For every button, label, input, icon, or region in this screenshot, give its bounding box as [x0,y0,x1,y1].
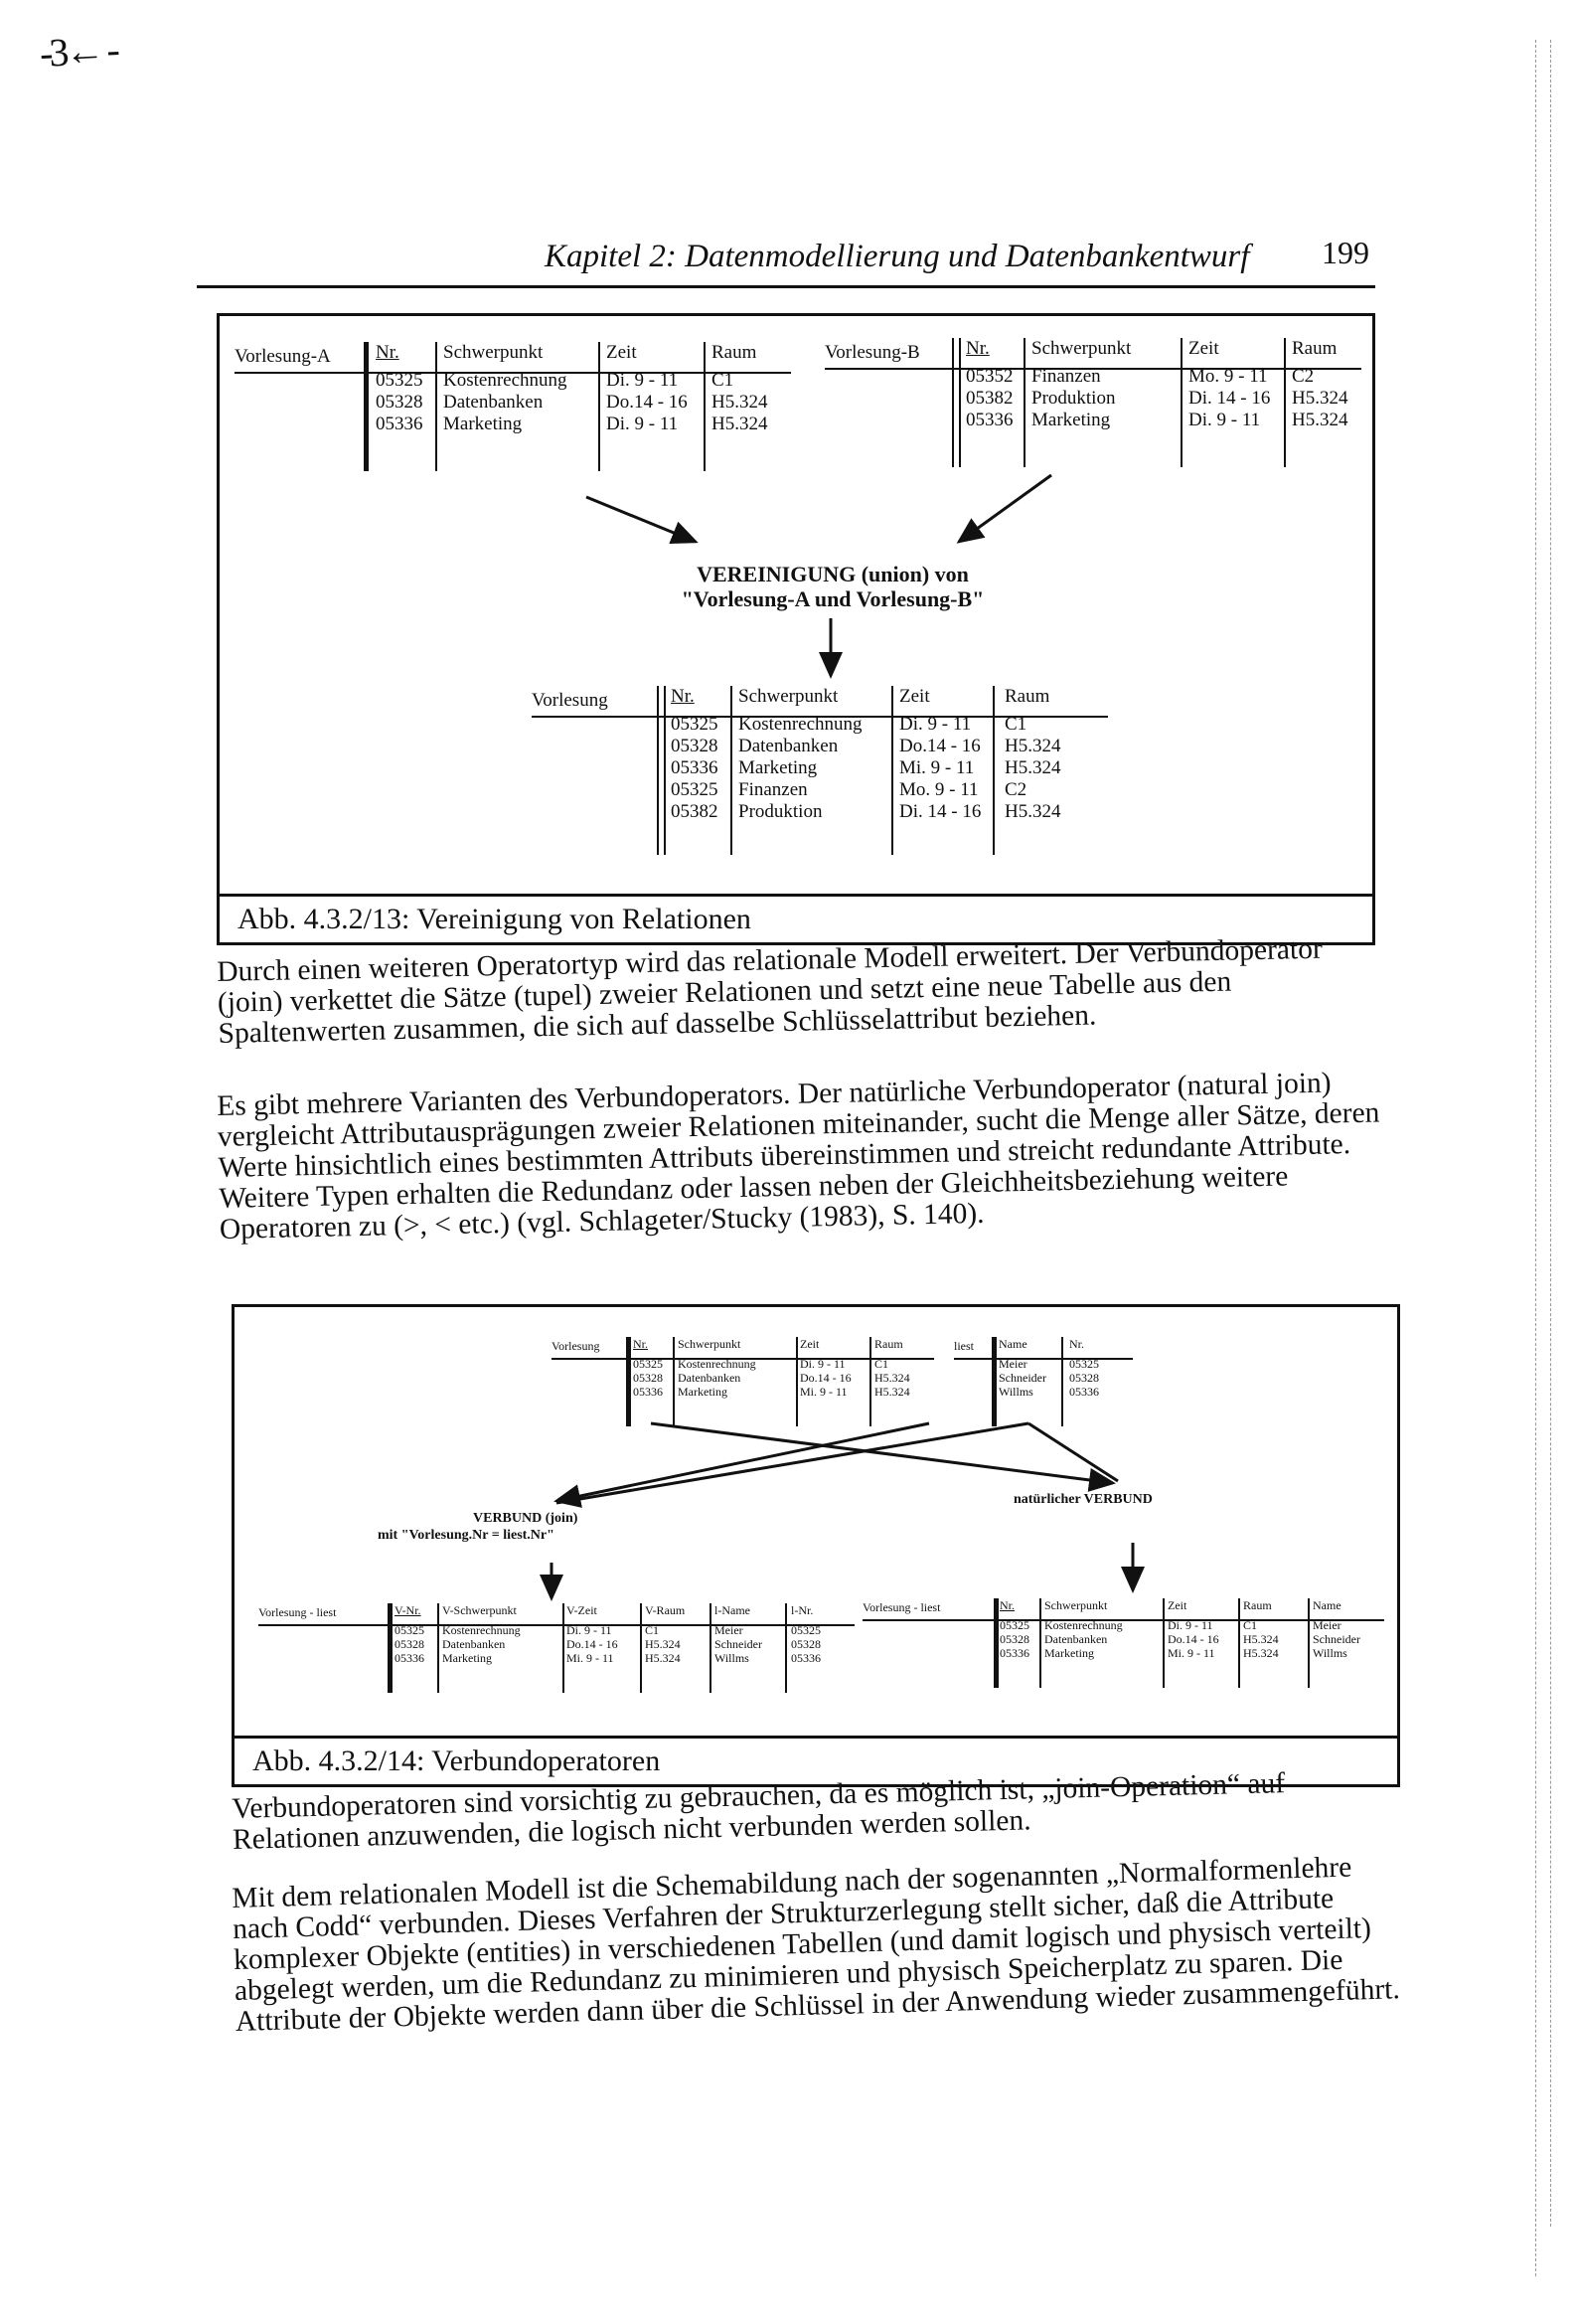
table-cell: 05352 [966,366,1014,387]
table-cell: 05325 [1000,1618,1029,1632]
table-cell: Produktion [738,801,823,822]
column-header: Nr. [966,338,990,359]
column-header: Schwerpunkt [678,1337,741,1351]
table-cell: Schneider [999,1371,1046,1385]
table-cell: Finanzen [738,779,808,800]
table-cell: Di. 9 - 11 [1188,410,1261,430]
table-cell: Mi. 9 - 11 [899,757,975,778]
column-header: Name [999,1337,1027,1351]
table-cell: Marketing [678,1385,727,1399]
table-cell: 05325 [791,1623,821,1637]
margin-scribble: -3← - [38,27,117,76]
paragraph-join-intro: Durch einen weiteren Operatortyp wird das relationale Modell erweitert. Der Verbundoperator (join) verkettet die Sätze (tupel) zweier Relationen und setzt eine neue Tabelle aus den Spaltenwerten zusammen, die sich auf dasselbe Schlüsselattribut beziehen. [216,932,1324,1050]
union-line-2: "Vorlesung-A und Vorlesung-B" [681,586,985,611]
table-cell: Datenbanken [1044,1632,1108,1646]
table-cell: 05382 [966,388,1014,409]
table-cell: 05325 [633,1357,663,1371]
table-cell: H5.324 [1243,1646,1279,1660]
table-cell: Datenbanken [443,392,544,413]
table-cell: 05328 [791,1637,821,1651]
table-cell: 05328 [633,1371,663,1385]
table-cell: Finanzen [1031,366,1101,387]
table-cell: 05336 [671,757,718,778]
table-name: Vorlesung [532,690,608,711]
table-cell: H5.324 [874,1385,910,1399]
table-cell: C1 [1005,714,1027,735]
table-cell: Marketing [1044,1646,1094,1660]
table-cell: C1 [645,1623,660,1637]
column-header: Zeit [899,686,930,707]
running-header-title: Kapitel 2: Datenmodellierung und Datenbankentwurf [545,239,1250,274]
column-header: Raum [1243,1598,1272,1612]
table-cell: Marketing [443,414,523,434]
column-header: Zeit [606,342,637,363]
table-cell: 05336 [1069,1385,1099,1399]
table-cell: Kostenrechnung [442,1623,521,1637]
table-cell: 05336 [966,410,1014,430]
table-cell: H5.324 [711,392,768,413]
table-cell: Mi. 9 - 11 [800,1385,848,1399]
column-header: Nr. [633,1337,648,1351]
table-cell: H5.324 [1243,1632,1279,1646]
paragraph-join-caution: Verbundoperatoren sind vorsichtig zu gebrauchen, da es möglich ist, „join-Operation“ auf Relationen anzuwenden, die logisch nicht verbunden werden sollen. [231,1767,1286,1856]
column-header: Nr. [1069,1337,1084,1351]
column-header: l-Name [714,1603,750,1617]
table-cell: Do.14 - 16 [899,736,981,756]
column-header: Zeit [1168,1598,1187,1612]
table-cell: Marketing [1031,410,1111,430]
table-cell: H5.324 [1292,388,1348,409]
column-header: Schwerpunkt [443,342,544,363]
table-cell: Di. 9 - 11 [899,714,972,735]
column-header: Nr. [376,342,399,363]
table-cell: 05325 [671,779,718,800]
column-header: Raum [711,342,757,363]
column-header: Raum [874,1337,903,1351]
table-name: Vorlesung-A [235,346,331,367]
natural-join-label: natürlicher VERBUND [1014,1492,1153,1507]
table-cell: Di. 9 - 11 [606,414,679,434]
table-cell: H5.324 [874,1371,910,1385]
table-cell: Meier [999,1357,1027,1371]
table-name: Vorlesung [552,1339,600,1353]
table-cell: Schneider [714,1637,762,1651]
table-cell: Willms [714,1651,749,1665]
table-cell: 05336 [633,1385,663,1399]
column-header: Nr. [1000,1598,1015,1612]
table-cell: 05336 [376,414,423,434]
table-cell: H5.324 [1005,757,1061,778]
table-cell: Mi. 9 - 11 [1168,1646,1215,1660]
column-header: l-Nr. [791,1603,814,1617]
column-header: Zeit [800,1337,820,1351]
join-line-1: VERBUND (join) [473,1511,578,1526]
table-cell: Mi. 9 - 11 [566,1651,614,1665]
table-cell: C2 [1005,779,1027,800]
table-name: Vorlesung-B [825,342,920,363]
join-line-2: mit "Vorlesung.Nr = liest.Nr" [378,1528,554,1543]
table-cell: Schneider [1313,1632,1360,1646]
table-name: Vorlesung - liest [863,1600,941,1614]
column-header: Nr. [671,686,695,707]
table-cell: Willms [999,1385,1033,1399]
table-cell: C2 [1292,366,1315,387]
column-header: V-Schwerpunkt [442,1603,517,1617]
table-cell: 05336 [394,1651,424,1665]
table-cell: Di. 9 - 11 [566,1623,612,1637]
table-cell: 05336 [1000,1646,1029,1660]
column-header: Raum [1292,338,1338,359]
table-cell: Willms [1313,1646,1347,1660]
table-cell: Do.14 - 16 [566,1637,618,1651]
table-cell: C1 [874,1357,889,1371]
column-header: Name [1313,1598,1341,1612]
table-cell: Do.14 - 16 [800,1371,852,1385]
table-cell: 05325 [1069,1357,1099,1371]
table-cell: 05328 [394,1637,424,1651]
column-header: Schwerpunkt [738,686,839,707]
table-cell: H5.324 [711,414,768,434]
table-name: liest [954,1339,974,1353]
table-cell: Marketing [442,1651,492,1665]
arrow-b-to-union [959,475,1051,542]
table-cell: Marketing [738,757,818,778]
table-cell: 05382 [671,801,718,822]
table-cell: Di. 14 - 16 [899,801,982,822]
table-cell: Datenbanken [442,1637,506,1651]
figure-caption: Abb. 4.3.2/13: Vereinigung von Relationen [220,894,1372,942]
table-cell: Di. 9 - 11 [1168,1618,1213,1632]
column-header: Schwerpunkt [1044,1598,1108,1612]
table-cell: Mo. 9 - 11 [1188,366,1268,387]
table-cell: Kostenrechnung [1044,1618,1123,1632]
table-cell: Produktion [1031,388,1116,409]
table-cell: 05328 [376,392,423,413]
column-header: Schwerpunkt [1031,338,1132,359]
table-cell: 05328 [671,736,718,756]
paragraph-normal-forms: Mit dem relationalen Modell ist die Schemabildung nach der sogenannten „Normalformenlehre nach Codd“ verbunden. Dieses Verfahren der Strukturzerlegung stellt sicher, daß die Attribute komplexer Objekte (entities) in verschiedenen Tabellen (und damit logisch und physisch verteilt) abgelegt werden, um die Redundanz zu minimieren und physisch Speicherplatz zu sparen. Die Attribute der Objekte werden dann über die Schlüssel in der Anwendung wieder zusammengeführt. [231,1851,1401,2038]
table-cell: Meier [714,1623,743,1637]
table-cell: H5.324 [1292,410,1348,430]
column-header: Zeit [1188,338,1219,359]
page-number: 199 [1322,235,1369,270]
table-cell: Kostenrechnung [738,714,863,735]
arrow-a-to-union [586,497,696,542]
table-cell: Di. 9 - 11 [800,1357,846,1371]
table-cell: H5.324 [1005,736,1061,756]
paragraph-join-variants: Es gibt mehrere Varianten des Verbundoperators. Der natürliche Verbundoperator (natural join) vergleicht Attributausprägungen zweier Relationen miteinander, sucht die Menge aller Sätze, deren Werte hinsichtlich eines bestimmten Attributs übereinstimmen und streicht redundante Attribute. Weitere Typen erhalten die Redundanz oder lassen neben der Gleichheitsbeziehung weitere Operatoren zu (>, < etc.) (vgl. Schlageter/Stucky (1983), S. 140). [216,1067,1380,1245]
table-cell: Di. 14 - 16 [1188,388,1271,409]
table-cell: Di. 9 - 11 [606,370,679,391]
table-cell: Do.14 - 16 [606,392,688,413]
table-cell: 05325 [376,370,423,391]
table-cell: H5.324 [645,1651,681,1665]
table-cell: 05325 [671,714,718,735]
table-name: Vorlesung - liest [258,1605,337,1619]
column-header: V-Raum [645,1603,686,1617]
table-cell: Datenbanken [678,1371,741,1385]
table-cell: Do.14 - 16 [1168,1632,1219,1646]
table-cell: Kostenrechnung [678,1357,756,1371]
table-cell: H5.324 [1005,801,1061,822]
table-cell: Meier [1313,1618,1341,1632]
union-line-1: VEREINIGUNG (union) von [697,562,969,586]
table-cell: Datenbanken [738,736,839,756]
table-cell: C1 [1243,1618,1258,1632]
table-cell: Mo. 9 - 11 [899,779,979,800]
table-cell: 05328 [1000,1632,1029,1646]
table-cell: C1 [711,370,734,391]
figure-caption: Abb. 4.3.2/14: Verbundoperatoren [235,1736,1397,1784]
column-header: V-Nr. [394,1603,421,1617]
table-cell: 05328 [1069,1371,1099,1385]
table-cell: H5.324 [645,1637,681,1651]
column-header: V-Zeit [566,1603,597,1617]
table-cell: 05336 [791,1651,821,1665]
column-header: Raum [1005,686,1050,707]
table-cell: 05325 [394,1623,424,1637]
table-cell: Kostenrechnung [443,370,567,391]
